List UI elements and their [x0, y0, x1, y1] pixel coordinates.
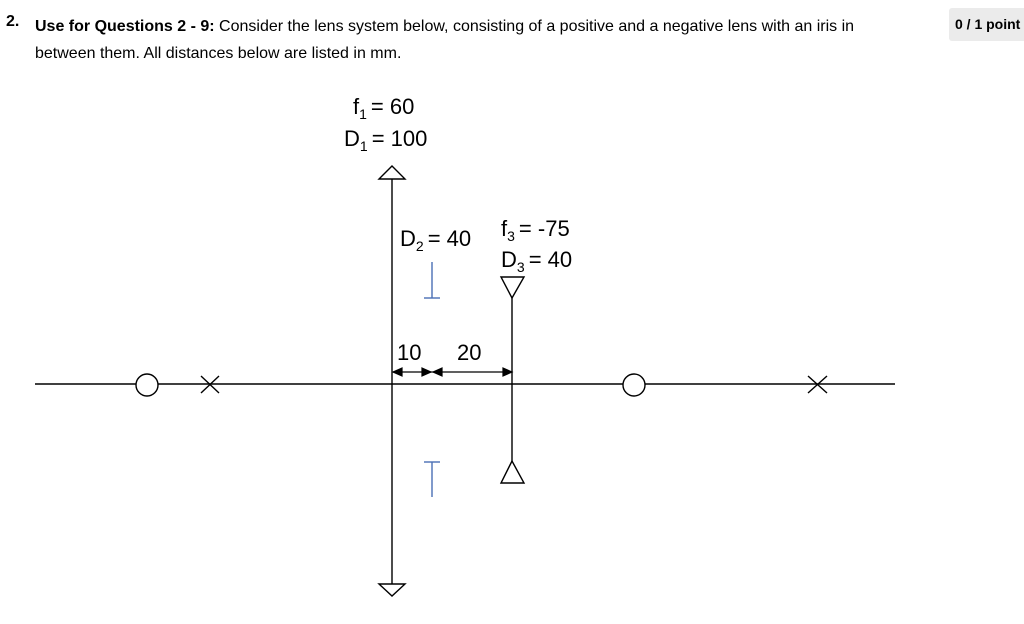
question-body: Consider the lens system below, consisting of a positive and a negative lens with an iris in between them. All distances below are listed in mm. — [35, 18, 855, 62]
lens3-focal-label: $f_3 = -75$ — [501, 216, 570, 244]
lens1-focal-label: $f_1 = 60$ — [353, 94, 415, 122]
front-principal-marker — [136, 374, 158, 396]
lens3-diameter-label: $D_3 = 40$ — [501, 247, 573, 275]
lens1-diameter-label: $D_1 = 100$ — [344, 126, 428, 154]
question-number: 2. — [6, 13, 20, 30]
points-badge: 0 / 1 point — [949, 8, 1024, 41]
iris-diameter-label: $D_2 = 40$ — [400, 226, 472, 254]
iris — [424, 262, 440, 497]
distance-lens1-iris: 10 — [397, 340, 422, 365]
question-lead: Use for Questions 2 - 9: — [35, 18, 215, 35]
distance-iris-lens3: 20 — [457, 340, 482, 365]
dimension-arrows — [393, 368, 512, 376]
negative-lens-3 — [501, 277, 524, 483]
back-principal-marker — [623, 374, 645, 396]
